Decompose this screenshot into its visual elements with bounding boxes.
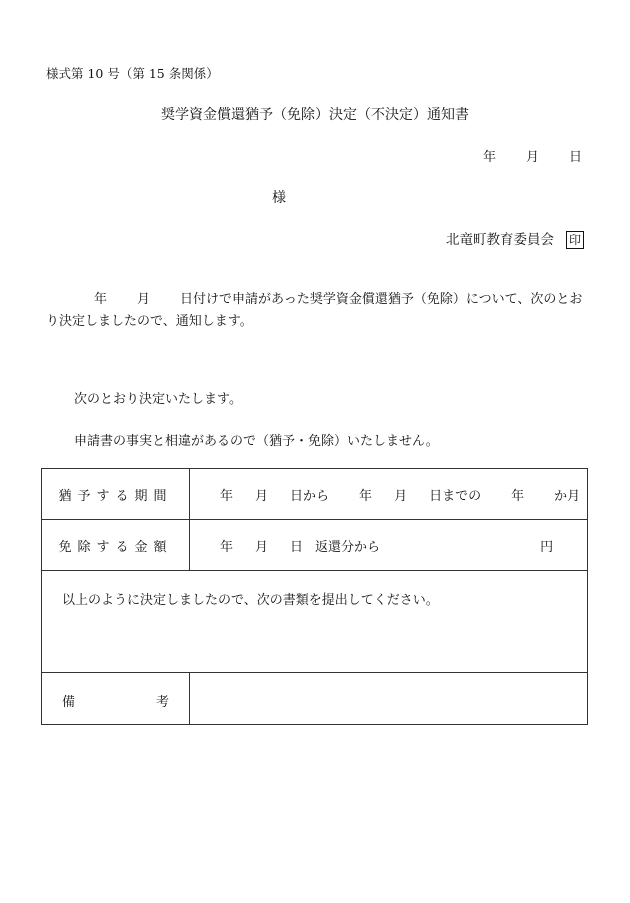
amount-text: 返還分から xyxy=(315,539,381,555)
date-line xyxy=(483,146,582,165)
body-text: 日付けで申請があった奨学資金償還猶予（免除）について、次のとおり決定しましたので、通知します。 xyxy=(46,292,583,329)
period-label: 猶予する期間 xyxy=(42,469,190,520)
period-month1: 月 xyxy=(255,488,269,504)
period-until: 日までの xyxy=(429,488,482,504)
period-year2: 年 xyxy=(359,488,373,504)
document-title: 奨学資金償還猶予（免除）決定（不決定）通知書 xyxy=(161,107,469,123)
amount-yen: 円 xyxy=(540,539,554,555)
decision-approved: 次のとおり決定いたします。 xyxy=(74,392,242,407)
table-row-period xyxy=(42,469,588,520)
amount-value xyxy=(190,520,588,571)
period-months: か月 xyxy=(554,488,581,504)
recipient-honorific: 様 xyxy=(272,190,286,206)
submission-note: 以上のように決定しましたので、次の書類を提出してください。 xyxy=(42,571,588,673)
amount-label: 免除する金額 xyxy=(42,520,190,571)
remarks-char-2: 考 xyxy=(156,695,176,710)
issuer xyxy=(446,228,584,249)
period-from: 日から xyxy=(290,488,330,504)
date-year: 年 xyxy=(482,150,496,165)
seal-stamp: 印 xyxy=(566,231,584,249)
period-year3: 年 xyxy=(511,488,525,504)
decision-rejected: 申請書の事実と相違があるので（猶予・免除）いたしません。 xyxy=(74,434,439,449)
body-month: 月 xyxy=(137,292,151,307)
table-row-note xyxy=(42,571,588,673)
remarks-char-1: 備 xyxy=(62,695,82,710)
body-paragraph xyxy=(46,289,591,333)
date-day: 日 xyxy=(568,150,582,165)
date-month: 月 xyxy=(525,150,539,165)
period-year1: 年 xyxy=(220,488,234,504)
table-row-remarks xyxy=(42,673,588,725)
amount-year: 年 xyxy=(220,539,234,555)
decision-table xyxy=(41,468,588,725)
remarks-value xyxy=(190,673,588,725)
period-value xyxy=(190,469,588,520)
issuer-name: 北竜町教育委員会 xyxy=(445,232,554,248)
amount-month: 月 xyxy=(255,539,269,555)
period-month2: 月 xyxy=(394,488,408,504)
body-year: 年 xyxy=(94,292,108,307)
remarks-label xyxy=(42,673,190,725)
table-row-amount xyxy=(42,520,588,571)
form-number: 様式第 10 号（第 15 条関係） xyxy=(46,66,219,81)
amount-day: 日 xyxy=(290,539,304,555)
